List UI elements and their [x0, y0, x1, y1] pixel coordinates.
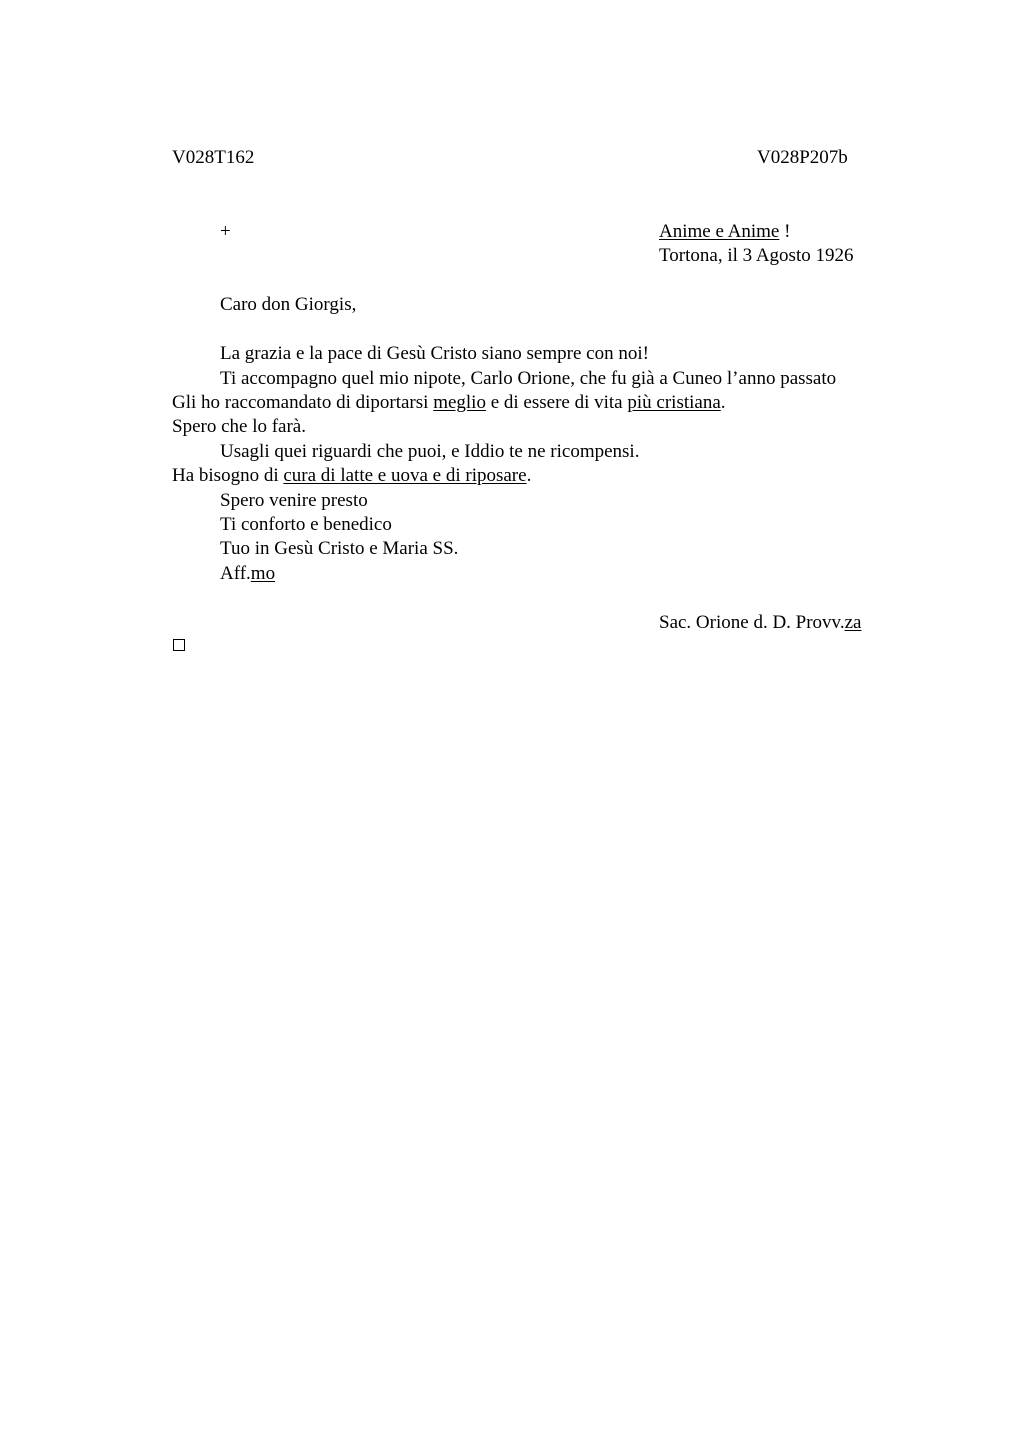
- signature-main: Sac. Orione d. D. Provv.: [659, 612, 845, 633]
- body-line-6-part-1: Ha bisogno di: [172, 465, 284, 486]
- body-line-9: Tuo in Gesù Cristo e Maria SS.: [220, 538, 459, 559]
- body-line-4: Spero che lo farà.: [172, 416, 306, 437]
- document-code-left: V028T162: [172, 147, 255, 168]
- body-line-3-underlined-2: più cristiana: [627, 392, 721, 413]
- salutation: Caro don Giorgis,: [220, 294, 357, 315]
- signature: [659, 611, 861, 635]
- document-code-right: V028P207b: [757, 147, 848, 168]
- body-line-6-period: .: [526, 465, 532, 486]
- body-line-2: Ti accompagno quel mio nipote, Carlo Orione, che fu già a Cuneo l’anno passato: [220, 368, 837, 389]
- body-line-5: Usagli quei riguardi che puoi, e Iddio te ne ricompensi.: [220, 441, 640, 462]
- body-line-3: [172, 391, 726, 415]
- body-line-3-underlined-1: meglio: [433, 392, 486, 413]
- signature-suffix: za: [844, 612, 862, 633]
- cross-mark: +: [220, 221, 231, 242]
- closing-affmo: [220, 562, 275, 586]
- body-line-1: La grazia e la pace di Gesù Cristo siano sempre con noi!: [220, 343, 649, 364]
- closing-affmo-suffix: mo: [250, 563, 276, 584]
- body-line-3-part-1: Gli ho raccomandato di diportarsi: [172, 392, 434, 413]
- motto-suffix: !: [779, 221, 791, 242]
- body-line-3-period: .: [720, 392, 726, 413]
- body-line-3-part-2: e di essere di vita: [485, 392, 628, 413]
- place-date: Tortona, il 3 Agosto 1926: [659, 245, 854, 266]
- motto: [659, 220, 790, 244]
- body-line-7: Spero venire presto: [220, 490, 368, 511]
- motto-text: Anime e Anime: [659, 221, 780, 242]
- closing-affmo-base: Aff.: [220, 563, 251, 584]
- body-line-6: [172, 464, 531, 488]
- empty-square-mark: [173, 639, 185, 651]
- body-line-6-underlined: cura di latte e uova e di riposare: [283, 465, 527, 486]
- body-line-8: Ti conforto e benedico: [220, 514, 392, 535]
